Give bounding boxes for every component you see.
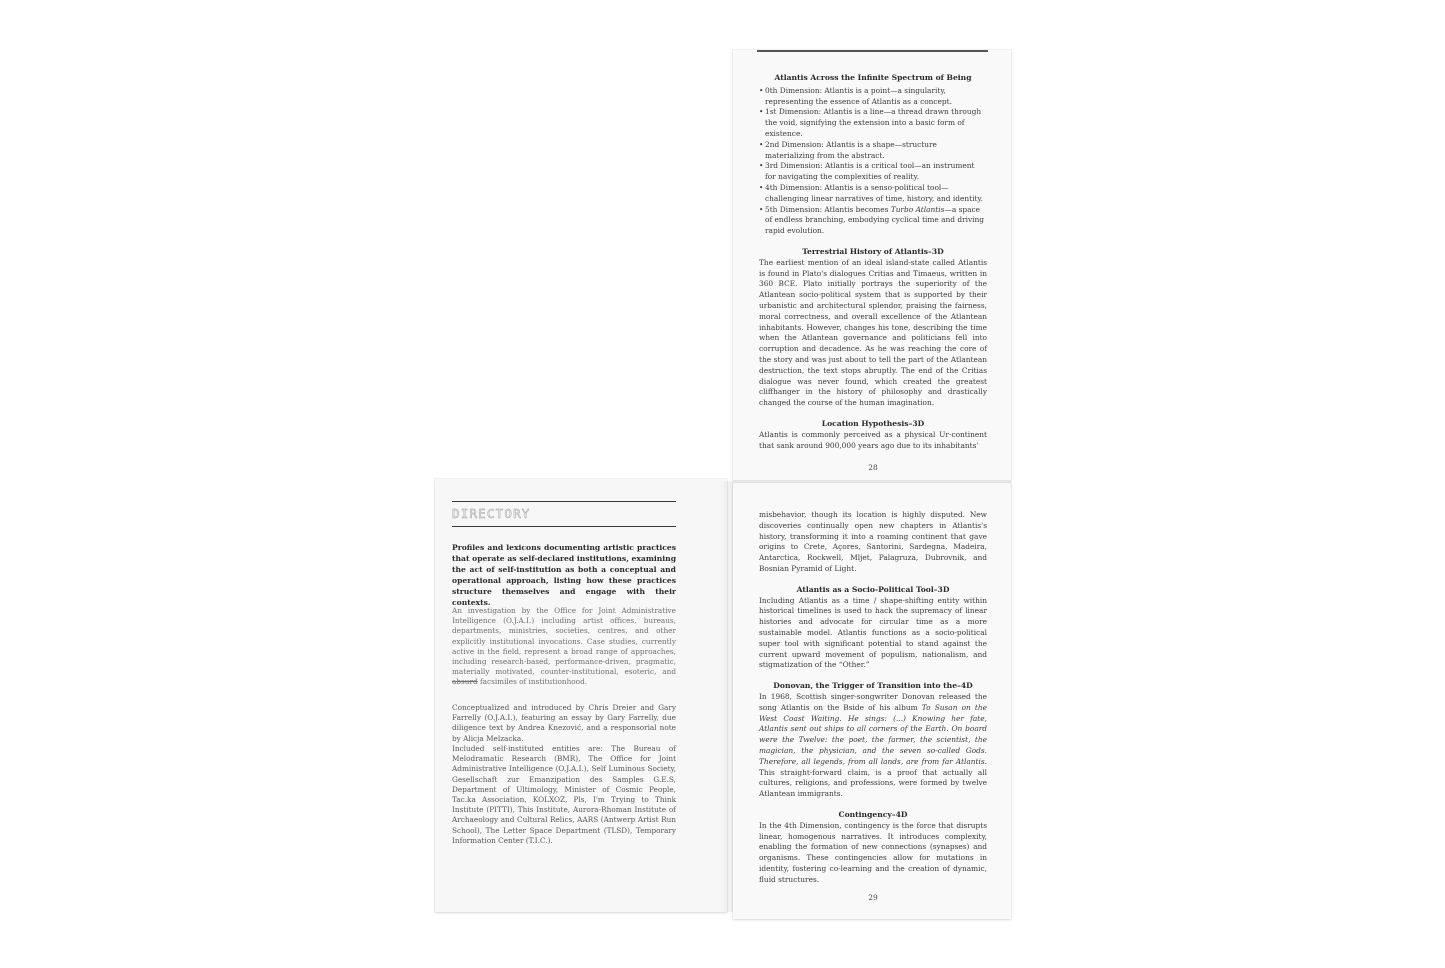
donovan-text: In 1968, Scottish singer-songwriter Donovan released the song Atlantis on the Bside of his album To Susan on the West Coast Waiting. He sings: (...) Knowing her fate, Atlantis sent out ships to all corners of the Earth. On board were the Twelve: the poet, the farmer, the scientist, the magician, the physician, and the seven so-called Gods. Therefore, all legends, from all lands, are from far Atlantis. This straight-forward claim, is a proof that actually all cultures, religions, and professions, were formed by twelve Atlantean immigrants. (759, 691, 987, 799)
page-28-column (759, 73, 987, 451)
page-29-column (759, 510, 987, 886)
list-item: • 5th Dimension: Atlantis becomes Turbo Atlantis—a space of endless branching, embodying cyclical time and driving rapid evolution. (759, 205, 987, 237)
section-title-socio-political: Atlantis as a Socio-Political Tool–3D (796, 584, 950, 594)
investigation-text-end: facsimiles of institutionhood. (477, 677, 588, 687)
contingency-text: In the 4th Dimension, contingency is the force that disrupts linear, homogenous narratives. It introduces complexity, enabling the formation of new connections (synapses) and organisms. These contingencies allow for mutations in identity, fostering co-learning and the creation of dynamic, fluid structures. (759, 820, 987, 884)
directory-paragraph-investigation (452, 606, 676, 688)
location-text: Atlantis is commonly perceived as a physical Ur-continent that sank around 900,000 years ago due to its inhabitants' (759, 429, 987, 450)
directory-paragraph-entities: Included self-instituted entities are: The Bureau of Melodramatic Research (BMR), The Office for Joint Administrative Intelligence (O.J.A.I.), Self Luminous Society, Gesellschaft zur Emanzipation des Samples G.E.S, Department of Ultimology, Minister of Cosmic People, Tac.ka Association, KOLXOZ, Pls, I'm Trying to Think Institute (PITTI), This Institute, Aurora-Rhoman Institute of Archaeology and Cultural Relics, AARS (Antwerp Artist Run School), The Letter Space Department (TLSD), Temporary Information Center (T.I.C.). (452, 744, 676, 845)
list-item: • 1st Dimension: Atlantis is a line—a thread drawn through the void, signifying the extension into a basic form of existence. (759, 107, 987, 139)
heading-rule-bottom (452, 526, 676, 527)
directory-paragraph-credits: Conceptualized and introduced by Chris Dreier and Gary Farrelly (O.J.A.I.), featuring an essay by Gary Farrelly, due diligence text by Andrea Knezović, and a responsorial note by Alicja Melzacka. (452, 703, 676, 743)
section-title-donovan: Donovan, the Trigger of Transition into the–4D (773, 681, 973, 691)
section-title-terrestrial-history: Terrestrial History of Atlantis–3D (802, 246, 944, 256)
page-top-rule (757, 50, 988, 52)
investigation-text: An investigation by the Office for Joint Administrative Intelligence (O.J.A.I.) including artist offices, bureaus, departments, ministries, societies, centres, and other explicitly institutional invocations. Case studies, currently active in the field, represent a broad range of approaches, including research-based, performance-driven, pragmatic, materially motivated, counter-institutional, esoteric, and (452, 606, 676, 677)
heading-rule-top (452, 501, 676, 502)
section-title-contingency: Contingency–4D (838, 809, 908, 819)
section-title-location: Location Hypothesis–3D (821, 418, 925, 428)
list-item: • 3rd Dimension: Atlantis is a critical tool—an instrument for navigating the complexities of reality. (759, 161, 987, 183)
list-item: • 4th Dimension: Atlantis is a senso-political tool—challenging linear narratives of time, history, and identity. (759, 183, 987, 205)
page-number-28: 28 (868, 463, 878, 472)
socio-political-text: Including Atlantis as a time / shape-shifting entity within historical timelines is used to hack the supremacy of linear histories and advocate for circular time as a more sustainable model. Atlantis functions as a socio-political super tool with significant potential to stand against the current upward movement of populism, nationalism, and stigmatization of the “Other.” (759, 595, 987, 670)
page-number-29: 29 (868, 893, 878, 902)
struck-word: absurd (452, 677, 478, 687)
location-continuation: misbehavior, though its location is highly disputed. New discoveries continually open new chapters in Atlantis's history, transforming it into a roaming continent that gave origins to Crete, Açores, Santorini, Sardegna, Madeira, Antarctica, Rockwell, Mljet, Palagruza, Dubrovnik, and Bosnian Pyramid of Light. (759, 510, 987, 573)
section-title-spectrum: Atlantis Across the Infinite Spectrum of Being (774, 73, 972, 82)
directory-heading: DIRECTORY (452, 506, 531, 521)
list-item: • 2nd Dimension: Atlantis is a shape—structure materializing from the abstract. (759, 140, 987, 162)
terrestrial-history-text: The earliest mention of an ideal island-state called Atlantis is found in Plato's dialogues Critias and Timaeus, written in 360 BCE. Plato initially portrays the superiority of the Atlantean socio-political system that is supported by their urbanistic and architectural splendor, praising the fairness, moral correctness, and overall excellence of the Atlantean inhabitants. However, changes his tone, describing the time when the Atlantean governance and politicians fell into corruption and decadence. As he was reaching the core of the story and was just about to tell the part of the Atlantean destruction, the text stops abruptly. The end of the Critias dialogue was never found, which created the greatest cliffhanger in the history of philosophy and drastically changed the course of the human imagination. (759, 257, 987, 408)
directory-intro: Profiles and lexicons documenting artistic practices that operate as self-declared institutions, examining the act of self-institution as both a conceptual and operational approach, listing how these practices structure themselves and engage with their contexts. (452, 543, 676, 608)
dimensions-list (759, 86, 987, 237)
list-item: • 0th Dimension: Atlantis is a point—a singularity, representing the essence of Atlantis as a concept. (759, 86, 987, 108)
